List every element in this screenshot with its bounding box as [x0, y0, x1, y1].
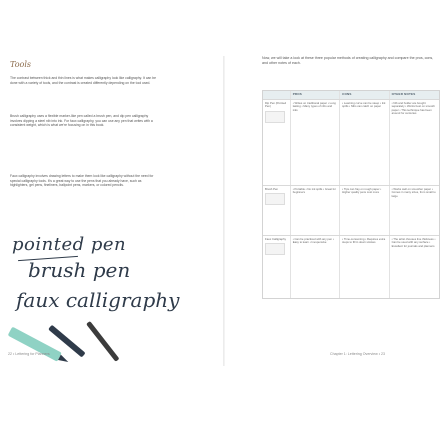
page-number-left: 22 • Lettering for Planners	[8, 352, 50, 356]
dip-pen-thumbnail	[265, 111, 285, 123]
cell-pros: • Can be practiced with any pen • Easy to learn • Inexpensive	[291, 236, 340, 298]
cell-pros: • Writes on traditional paper • Long lasting • Many types of nibs and inks	[291, 100, 340, 185]
row-label-text: Faux Calligraphy	[265, 236, 286, 241]
header-pros: PROS	[291, 91, 340, 99]
header-cons: CONS	[340, 91, 389, 99]
header-label	[263, 91, 291, 99]
row-label	[263, 186, 291, 235]
paragraph-brush-dip: Brush calligraphy uses a flexible marker-like pen called a brush pen, and dip pen calligraphy involves dipping a steel nib into ink. For faux calligraphy, you can use any pen that writes with a consistent weight, which is what we're focusing on in this book.	[10, 114, 153, 128]
table-intro: Now, we will take a look at these three popular methods of creating calligraphy and compare the pros, cons, and other notes of each.	[262, 56, 434, 65]
brush-pen-thumbnail	[265, 193, 285, 205]
pens-illustration	[10, 318, 150, 364]
cell-cons: • Tips can fray on rough paper • Higher quality pens cost more	[340, 186, 389, 235]
row-label	[263, 100, 291, 185]
cell-cons: • Time-consuming • Requires extra steps to fill in down strokes	[340, 236, 389, 298]
row-label-text: Brush Pen	[265, 186, 279, 191]
paragraph-contrast: The contrast between thick and thin lines is what makes calligraphy look like calligraphy. It can be done with a variety of tools, and the contrast is created differently depending on the tool used.	[10, 76, 156, 85]
right-page	[226, 56, 444, 366]
left-page	[4, 56, 222, 366]
cell-notes: • Works well on smoother paper • Comes in many sizes, from small to large	[391, 186, 436, 198]
table-row	[263, 186, 439, 236]
cell-notes: • The artist chooses line thickness • Can be used with any surface • Excellent for journals and planners	[391, 236, 436, 248]
lettering-pointed-pen: pointed pen	[12, 234, 127, 255]
lettering-brush-pen: brush pen	[28, 258, 131, 282]
paragraph-faux: Faux calligraphy involves drawing letters to make them look like calligraphy without the need for special calligraphy tools. It's a great way to use the pens that you already have, such as highlighters, gel pens, fineliners, ballpoint pens, markers, or colored pencils.	[10, 174, 154, 188]
page-gutter	[223, 56, 225, 366]
row-label	[263, 236, 291, 298]
comparison-table	[262, 90, 440, 299]
header-notes: OTHER NOTES	[390, 91, 439, 99]
table-row	[263, 100, 439, 186]
cell-pros: • Portable • No ink spills • Great for beginners	[291, 186, 340, 235]
table-row	[263, 236, 439, 298]
section-title: Tools	[10, 60, 32, 69]
cell-notes: • Nib and holder are bought separately • Works best on smooth paper • This technique has been around for centuries	[391, 100, 435, 116]
cell-cons: • Learning curve can be steep • Ink spills • Nibs can catch on paper	[340, 100, 389, 185]
table-header-row	[263, 91, 439, 100]
page-number-right: Chapter 1: Lettering Overview • 23	[330, 352, 385, 356]
lettering-faux-calligraphy: faux calligraphy	[16, 288, 180, 312]
fineliner-illustration	[86, 321, 119, 362]
faux-calligraphy-thumbnail	[265, 243, 285, 255]
row-label-text: Dip Pen (Pointed Pen)	[265, 100, 287, 109]
